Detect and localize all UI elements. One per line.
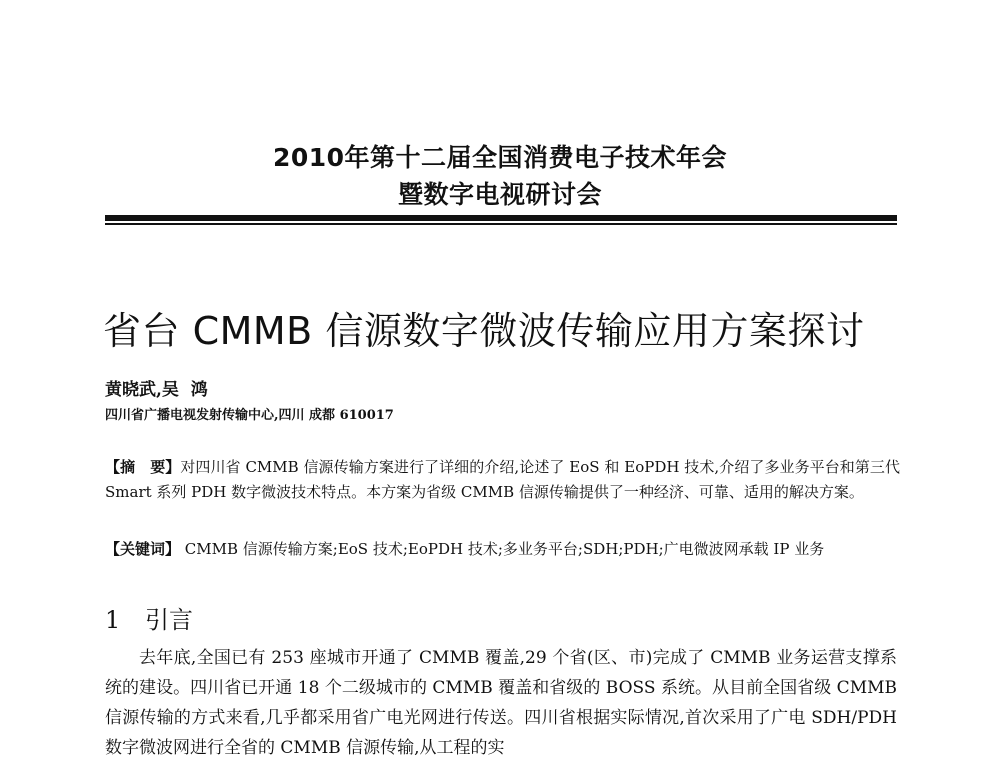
paper-title: 省台 CMMB 信源数字微波传输应用方案探讨	[103, 309, 865, 353]
conference-title: 2010年第十二届全国消费电子技术年会	[272, 143, 728, 172]
abstract-text: 对四川省 CMMB 信源传输方案进行了详细的介绍,论述了 EoS 和 EoPDH 技术,介绍了多业务平台和第三代 Smart 系列 PDH 数字微波技术特点。本方案为省级 CMMB 信源传输提供了一种经济、可靠、适用的解决方案。	[105, 458, 900, 501]
conference-subtitle: 暨数字电视研讨会	[397, 180, 602, 209]
paper-affiliation: 四川省广播电视发射传输中心,四川 成都 610017	[105, 408, 394, 423]
section-title: 引言	[145, 606, 193, 634]
paper-authors: 黄晓武,吴 鸿	[105, 380, 208, 400]
section-number: 1	[105, 606, 121, 634]
abstract-block	[105, 455, 900, 505]
keywords-text: CMMB 信源传输方案;EoS 技术;EoPDH 技术;多业务平台;SDH;PDH;广电微波网承载 IP 业务	[180, 540, 825, 558]
keywords-label: 【关键词】	[105, 540, 181, 558]
section-heading	[105, 600, 193, 635]
header-rule-thick	[105, 215, 897, 221]
abstract-label: 【摘 要】	[105, 458, 181, 476]
header-rule-thin	[105, 223, 897, 225]
keywords-block	[105, 538, 824, 559]
section-paragraph: 去年底,全国已有 253 座城市开通了 CMMB 覆盖,29 个省(区、市)完成了 CMMB 业务运营支撑系统的建设。四川省已开通 18 个二级城市的 CMMB 覆盖和省级的 BOSS 系统。从目前全国省级 CMMB 信源传输的方式来看,几乎都采用省广电光网进行传送。四川省根据实际情况,首次采用了广电 SDH/PDH 数字微波网进行全省的 CMMB 信源传输,从工程的实	[105, 648, 897, 758]
